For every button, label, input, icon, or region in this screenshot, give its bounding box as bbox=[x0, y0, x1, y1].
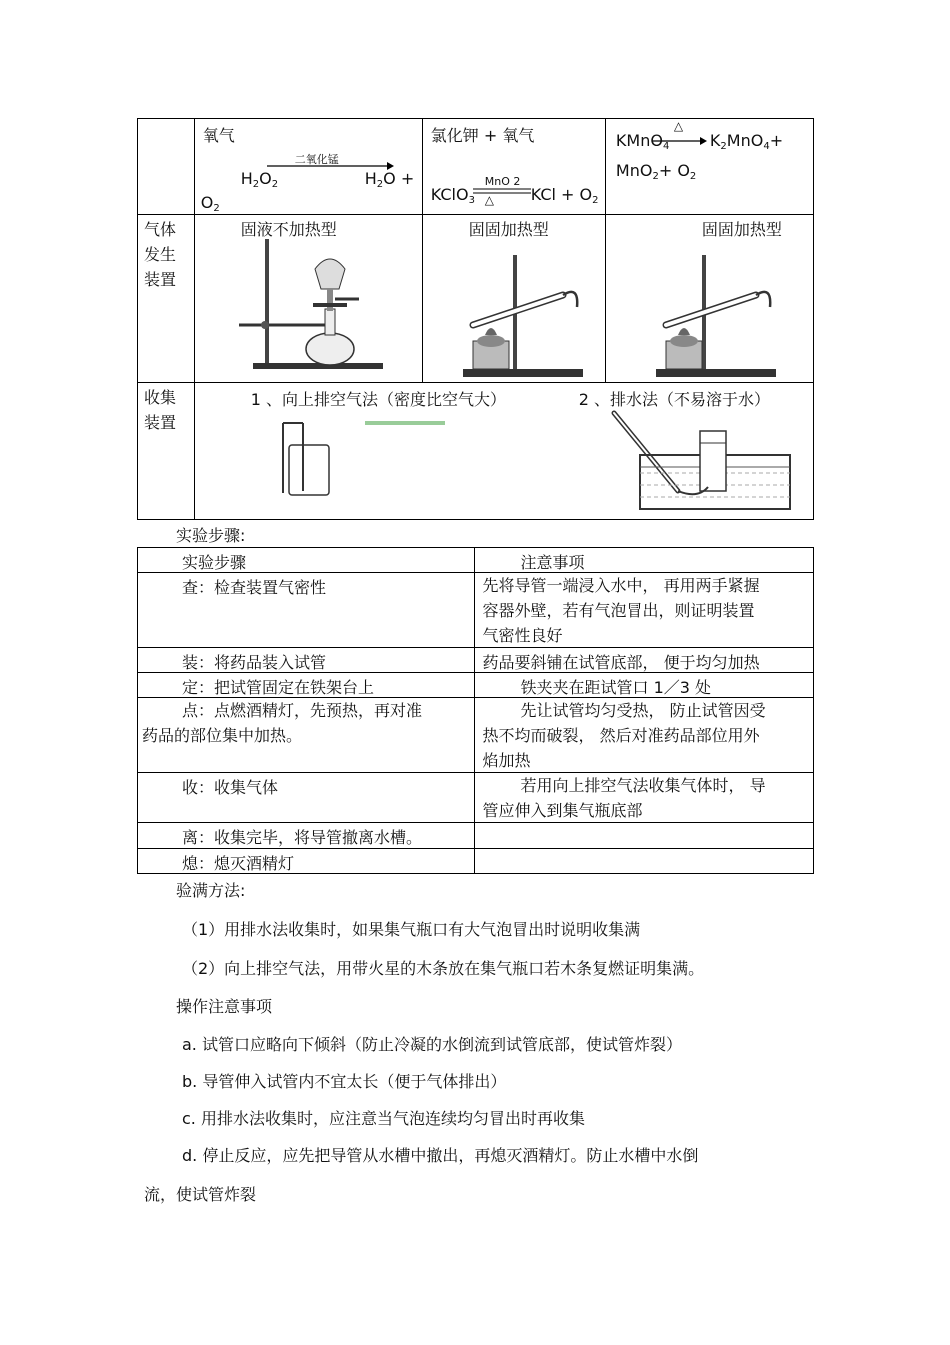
top-table bbox=[137, 118, 814, 520]
table-row-note: 先将导管一端浸入水中， 再用两手紧握 容器外壁，若有气泡冒出，则证明装置 气密性良好 bbox=[474, 573, 814, 648]
kclo3-heat-icon: △ bbox=[484, 193, 494, 207]
solid-heat-generator-cell-1 bbox=[422, 215, 605, 383]
table-row-note: 药品要斜铺在试管底部， 便于均匀加热 bbox=[474, 648, 814, 673]
table-row: 定：把试管固定在铁架台上 bbox=[138, 673, 475, 698]
table-row-note: 铁夹夹在距试管口 1／3 处 bbox=[474, 673, 814, 698]
row1-label-cell bbox=[138, 119, 195, 215]
precaution-item: d. 停止反应，应先把导管从水槽中撤出，再熄灭酒精灯。防止水槽中水倒 bbox=[182, 1146, 699, 1165]
solid-heat-generator-cell-2 bbox=[605, 215, 813, 383]
kclo3-cell bbox=[422, 119, 605, 215]
generator-label: 气体 发生 装置 bbox=[144, 220, 177, 289]
table-row: 熄：熄灭酒精灯 bbox=[138, 849, 475, 874]
precaution-continuation: 流，使试管炸裂 bbox=[144, 1185, 257, 1204]
precaution-item: c. 用排水法收集时，应注意当气泡连续均匀冒出时再收集 bbox=[182, 1109, 585, 1128]
h2o2-o2: $O_2$ bbox=[200, 193, 220, 214]
generator-type-3: 固固加热型 bbox=[701, 220, 782, 239]
steps-table bbox=[137, 547, 814, 874]
steps-header-note: 注意事项 bbox=[474, 548, 814, 573]
h2o2-product: $H_2O$ + bbox=[364, 169, 415, 190]
h2o2-title: 氧气 bbox=[202, 126, 235, 145]
h2o2-condition: 二氧化锰 bbox=[294, 153, 339, 166]
precaution-item: b. 导管伸入试管内不宜太长（便于气体排出） bbox=[182, 1072, 507, 1091]
table-row: 收：收集气体 bbox=[138, 773, 475, 823]
upward-air-method: 1 、向上排空气法（密度比空气大） bbox=[250, 390, 507, 409]
steps-header-step: 实验步骤 bbox=[138, 548, 475, 573]
full-check-item: （1）用排水法收集时，如果集气瓶口有大气泡冒出时说明收集满 bbox=[182, 920, 641, 939]
oxygen-h2o2-cell bbox=[194, 119, 422, 215]
kclo3-product: KCl + $O_2$ bbox=[530, 185, 599, 206]
generator-type-1: 固液不加热型 bbox=[240, 220, 337, 239]
precautions-heading: 操作注意事项 bbox=[176, 997, 273, 1016]
table-row: 装：将药品装入试管 bbox=[138, 648, 475, 673]
separatory-funnel-apparatus-icon bbox=[235, 239, 385, 379]
full-check-heading: 验满方法: bbox=[176, 881, 246, 900]
collector-methods-cell bbox=[194, 383, 813, 520]
precaution-item: a. 试管口应略向下倾斜（防止冷凝的水倒流到试管底部，使试管炸裂） bbox=[182, 1035, 682, 1054]
kmno4-product-line2: $MnO_2+ O_2$ bbox=[615, 161, 697, 182]
liquid-solid-generator-cell bbox=[194, 215, 422, 383]
water-trough-collection-icon bbox=[600, 407, 840, 517]
collector-label-cell bbox=[138, 383, 195, 520]
generator-type-2: 固固加热型 bbox=[468, 220, 549, 239]
table-row: 查：检查装置气密性 bbox=[138, 573, 475, 648]
test-tube-heating-apparatus-icon bbox=[453, 255, 593, 381]
generator-label-cell bbox=[138, 215, 195, 383]
h2o2-reactant: $H_2O_2$ bbox=[240, 169, 279, 190]
gas-jar-upward-air-icon bbox=[275, 413, 475, 513]
table-row-note bbox=[474, 823, 814, 849]
table-row: 点：点燃酒精灯，先预热，再对准 药品的部位集中加热。 bbox=[138, 698, 475, 773]
kmno4-cell bbox=[605, 119, 813, 215]
kclo3-title: 氯化钾 + 氧气 bbox=[430, 126, 535, 145]
table-row-note: 若用向上排空气法收集气体时， 导 管应伸入到集气瓶底部 bbox=[474, 773, 814, 823]
kmno4-heat-icon: △ bbox=[673, 119, 684, 133]
equals-arrow-icon bbox=[473, 188, 533, 194]
steps-heading: 实验步骤: bbox=[176, 526, 246, 545]
kmno4-reactant: KMnO$_4$ bbox=[615, 131, 670, 152]
kclo3-catalyst: MnO 2 bbox=[484, 175, 521, 188]
table-row: 离：收集完毕，将导管撤离水槽。 bbox=[138, 823, 475, 849]
table-row-note: 先让试管均匀受热， 防止试管因受 热不均而破裂， 然后对准药品部位用外 焰加热 bbox=[474, 698, 814, 773]
kclo3-reactant: KClO$_3$ bbox=[430, 185, 475, 206]
water-displacement-method: 2 、排水法（不易溶于水） bbox=[578, 390, 771, 409]
collector-label: 收集 装置 bbox=[144, 388, 177, 432]
table-row-note bbox=[474, 849, 814, 874]
kmno4-product: $K_2MnO_4+$ bbox=[709, 131, 784, 152]
test-tube-heating-apparatus-icon bbox=[652, 255, 792, 381]
full-check-item: （2）向上排空气法，用带火星的木条放在集气瓶口若木条复燃证明集满。 bbox=[182, 959, 705, 978]
